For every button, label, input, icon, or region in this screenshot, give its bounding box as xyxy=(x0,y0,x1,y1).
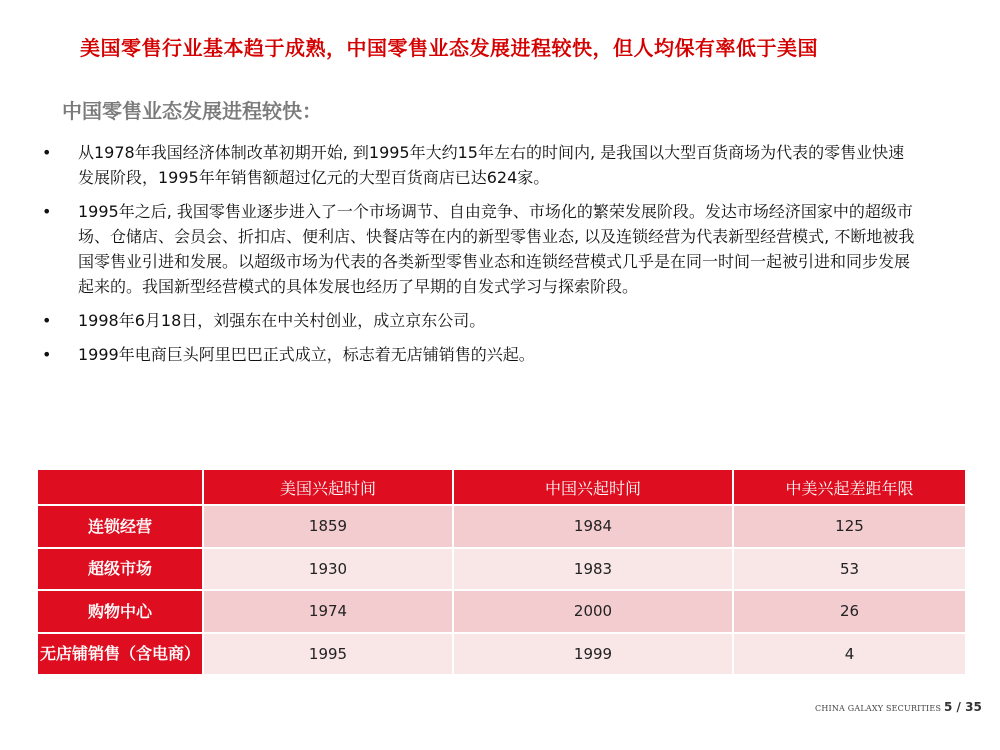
cell-cn-year: 1983 xyxy=(454,549,732,590)
table-row xyxy=(38,506,965,547)
cell-us-year: 1859 xyxy=(204,506,452,547)
cell-gap-years: 4 xyxy=(734,634,965,675)
cell-us-year: 1995 xyxy=(204,634,452,675)
cell-gap-years: 125 xyxy=(734,506,965,547)
cell-gap-years: 53 xyxy=(734,549,965,590)
table-header-cn: 中国兴起时间 xyxy=(454,470,732,504)
row-label: 超级市场 xyxy=(38,549,202,590)
page-title: 美国零售行业基本趋于成熟，中国零售业态发展进程较快，但人均保有率低于美国 xyxy=(80,36,818,60)
cell-us-year: 1930 xyxy=(204,549,452,590)
table-header-corner xyxy=(38,470,202,504)
bullet-text: 1998年6月18日，刘强东在中关村创业，成立京东公司。 xyxy=(78,311,486,330)
bullet-item xyxy=(38,308,918,333)
table-header-us: 美国兴起时间 xyxy=(204,470,452,504)
table-header-row xyxy=(38,470,965,504)
row-label: 购物中心 xyxy=(38,591,202,632)
comparison-table xyxy=(36,468,967,676)
page-number: 5 / 35 xyxy=(944,700,982,714)
cell-cn-year: 2000 xyxy=(454,591,732,632)
cell-cn-year: 1999 xyxy=(454,634,732,675)
cell-cn-year: 1984 xyxy=(454,506,732,547)
row-label: 连锁经营 xyxy=(38,506,202,547)
bullet-text: 1999年电商巨头阿里巴巴正式成立，标志着无店铺销售的兴起。 xyxy=(78,345,535,364)
bullet-icon: • xyxy=(42,143,52,162)
bullet-item xyxy=(38,140,918,190)
cell-us-year: 1974 xyxy=(204,591,452,632)
bullet-icon: • xyxy=(42,345,52,364)
bullet-icon: • xyxy=(42,202,52,221)
row-label: 无店铺销售（含电商） xyxy=(38,634,202,675)
section-subtitle: 中国零售业态发展进程较快： xyxy=(62,99,322,123)
bullet-list xyxy=(38,140,918,376)
footer-brand: CHINA GALAXY SECURITIES xyxy=(815,704,942,713)
bullet-icon: • xyxy=(42,311,52,330)
table-header-gap: 中美兴起差距年限 xyxy=(734,470,965,504)
table-row xyxy=(38,634,965,675)
bullet-text: 1995年之后, 我国零售业逐步进入了一个市场调节、自由竞争、市场化的繁荣发展阶段。发达市场经济国家中的超级市场、仓储店、会员会、折扣店、便利店、快餐店等在内的新型零售业态, 以及连锁经营为代表新型经营模式, 不断地被我国零售业引进和发展。以超级市场为代表的各类新型零售业态和连锁经营模式几乎是在同一时间一起被引进和同步发展起来的。我国新型经营模式的具体发展也经历了早期的自发式学习与探索阶段。 xyxy=(78,202,915,296)
bullet-item xyxy=(38,342,918,367)
cell-gap-years: 26 xyxy=(734,591,965,632)
bullet-item xyxy=(38,199,918,299)
bullet-text: 从1978年我国经济体制改革初期开始, 到1995年大约15年左右的时间内, 是我国以大型百货商场为代表的零售业快速发展阶段，1995年年销售额超过亿元的大型百货商店已达624家。 xyxy=(78,143,905,187)
table-row xyxy=(38,591,965,632)
table-row xyxy=(38,549,965,590)
